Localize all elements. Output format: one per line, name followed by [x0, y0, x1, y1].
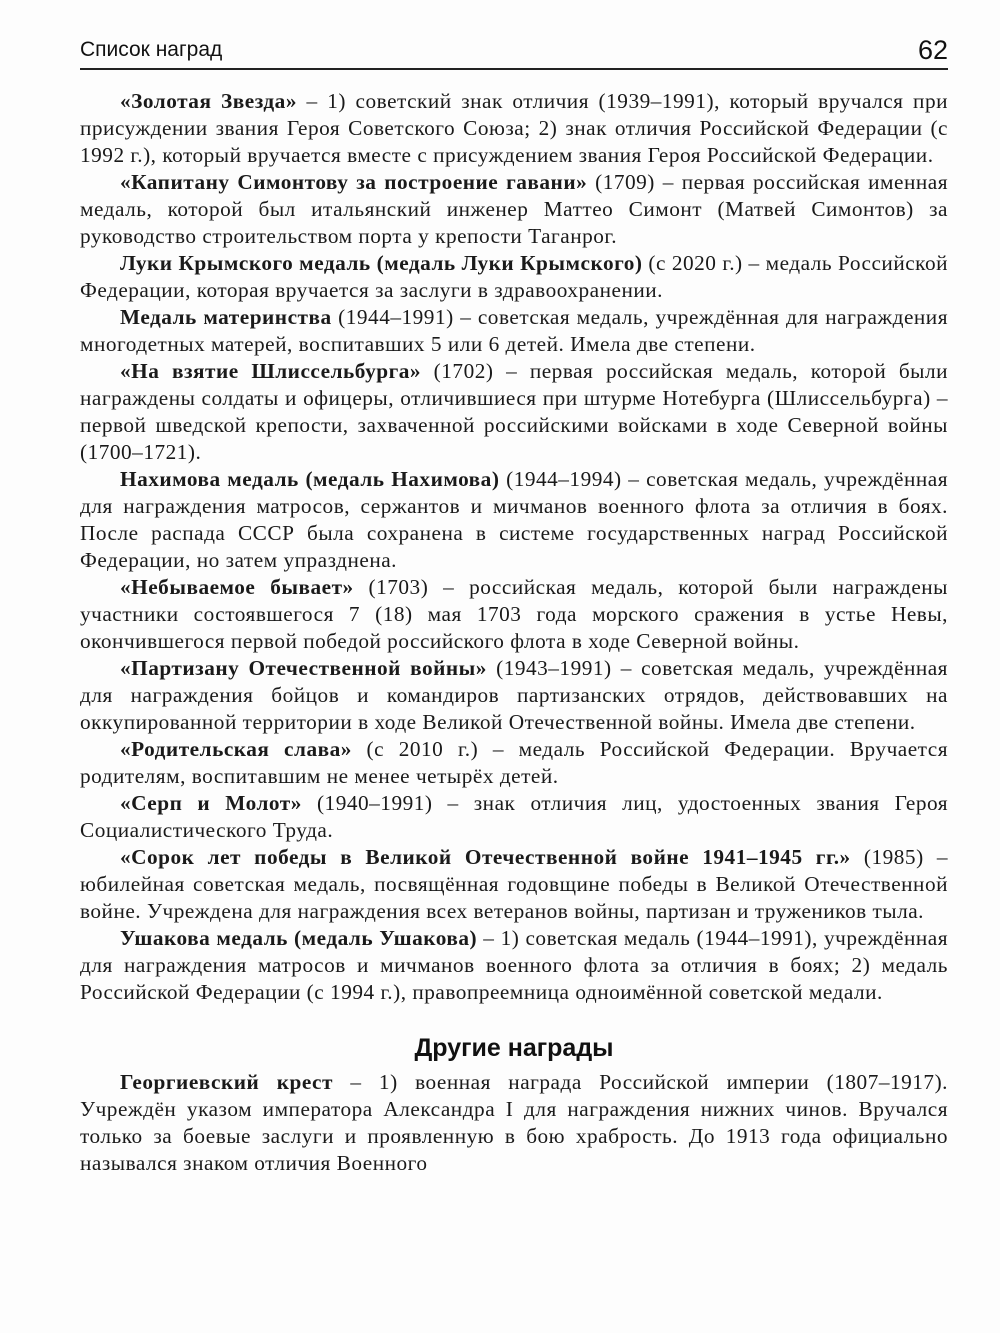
award-entry [80, 655, 948, 736]
award-entry [80, 736, 948, 790]
award-description: (1702) – первая российская медаль, которой были награждены солдаты и офицеры, отличившиеся при штурме Нотебурга (Шлиссельбурга) – первой шведской крепости, захваченной российскими войсками в ходе Северной войны (1700–1721). [80, 359, 948, 464]
award-entry [80, 790, 948, 844]
award-term: Нахимова медаль (медаль Нахимова) [120, 467, 500, 491]
award-term: «Партизану Отечественной войны» [120, 656, 487, 680]
award-description: (1703) – российская медаль, которой были награждены участники состоявшегося 7 (18) мая 1703 года морского сражения в устье Невы, окончившегося первой победой российского флота в ходе Северной войны. [80, 575, 948, 653]
award-term: Луки Крымского медаль (медаль Луки Крымского) [120, 251, 643, 275]
award-entry [80, 304, 948, 358]
award-term: Ушакова медаль (медаль Ушакова) [120, 926, 478, 950]
award-entry [80, 1069, 948, 1177]
award-description: (1944–1994) – советская медаль, учреждённая для награждения матросов, сержантов и мичманов военного флота за отличия в боях. После распада СССР была сохранена в системе государственных наград Российской Федерации, но затем упразднена. [80, 467, 948, 572]
award-description: – 1) военная награда Российской империи (1807–1917). Учреждён указом императора Александра I для награждения нижних чинов. Вручался только за боевые заслуги и проявленную в бою храбрость. До 1913 года официально назывался знаком отличия Военного [80, 1070, 948, 1175]
award-term: «Золотая Звезда» [120, 89, 297, 113]
award-description: (1940–1991) – знак отличия лиц, удостоенных звания Героя Социалистического Труда. [80, 791, 949, 842]
award-description: (с 2010 г.) – медаль Российской Федерации. Вручается родителям, воспитавшим не менее четырёх детей. [80, 737, 948, 788]
page-header [80, 28, 948, 70]
award-term: Георгиевский крест [120, 1070, 333, 1094]
award-description: (1985) – юбилейная советская медаль, посвящённая годовщине победы в Великой Отечественной войне. Учреждена для награждения всех ветеранов войны, партизан и тружеников тыла. [80, 845, 949, 923]
page-content [80, 88, 948, 1177]
award-term: «На взятие Шлиссельбурга» [120, 359, 422, 383]
award-entry [80, 844, 948, 925]
award-entry [80, 88, 948, 169]
award-entry [80, 358, 948, 466]
award-description: – 1) советская медаль (1944–1991), учреждённая для награждения матросов и мичманов военного флота за отличия в боях; 2) медаль Российской Федерации (с 1994 г.), правопреемница одноимённой советской медали. [80, 926, 948, 1004]
section-heading: Другие награды [414, 1034, 614, 1062]
award-description: (1944–1991) – советская медаль, учреждённая для награждения многодетных матерей, воспитавших 5 или 6 детей. Имела две степени. [80, 305, 949, 356]
award-entry [80, 169, 948, 250]
award-term: «Капитану Симонтову за построение гавани» [120, 170, 588, 194]
award-term: «Сорок лет победы в Великой Отечественной войне 1941–1945 гг.» [120, 845, 851, 869]
award-term: Медаль материнства [120, 305, 332, 329]
award-description: (с 2020 г.) – медаль Российской Федерации, которая вручается за заслуги в здравоохранении. [80, 251, 948, 302]
award-entry [80, 925, 948, 1006]
award-term: «Родительская слава» [120, 737, 352, 761]
award-term: «Серп и Молот» [120, 791, 302, 815]
award-description: (1709) – первая российская именная медаль, которой был итальянский инженер Маттео Симонт (Матвей Симонтов) за руководство строительством порта у крепости Таганрог. [80, 170, 948, 248]
award-entry [80, 574, 948, 655]
award-entry [80, 250, 948, 304]
running-title: Список наград [80, 38, 223, 61]
award-description: – 1) советский знак отличия (1939–1991), который вручался при присуждении звания Героя Советского Союза; 2) знак отличия Российской Федерации (с 1992 г.), который вручается вместе с присуждением звания Героя Российской Федерации. [80, 89, 948, 167]
award-term: «Небываемое бывает» [120, 575, 354, 599]
award-entry [80, 466, 948, 574]
award-description: (1943–1991) – советская медаль, учреждённая для награждения бойцов и командиров партизанских отрядов, действовавших на оккупированной территории в ходе Великой Отечественной войны. Имела две степени. [80, 656, 948, 734]
page-number: 62 [917, 35, 948, 65]
